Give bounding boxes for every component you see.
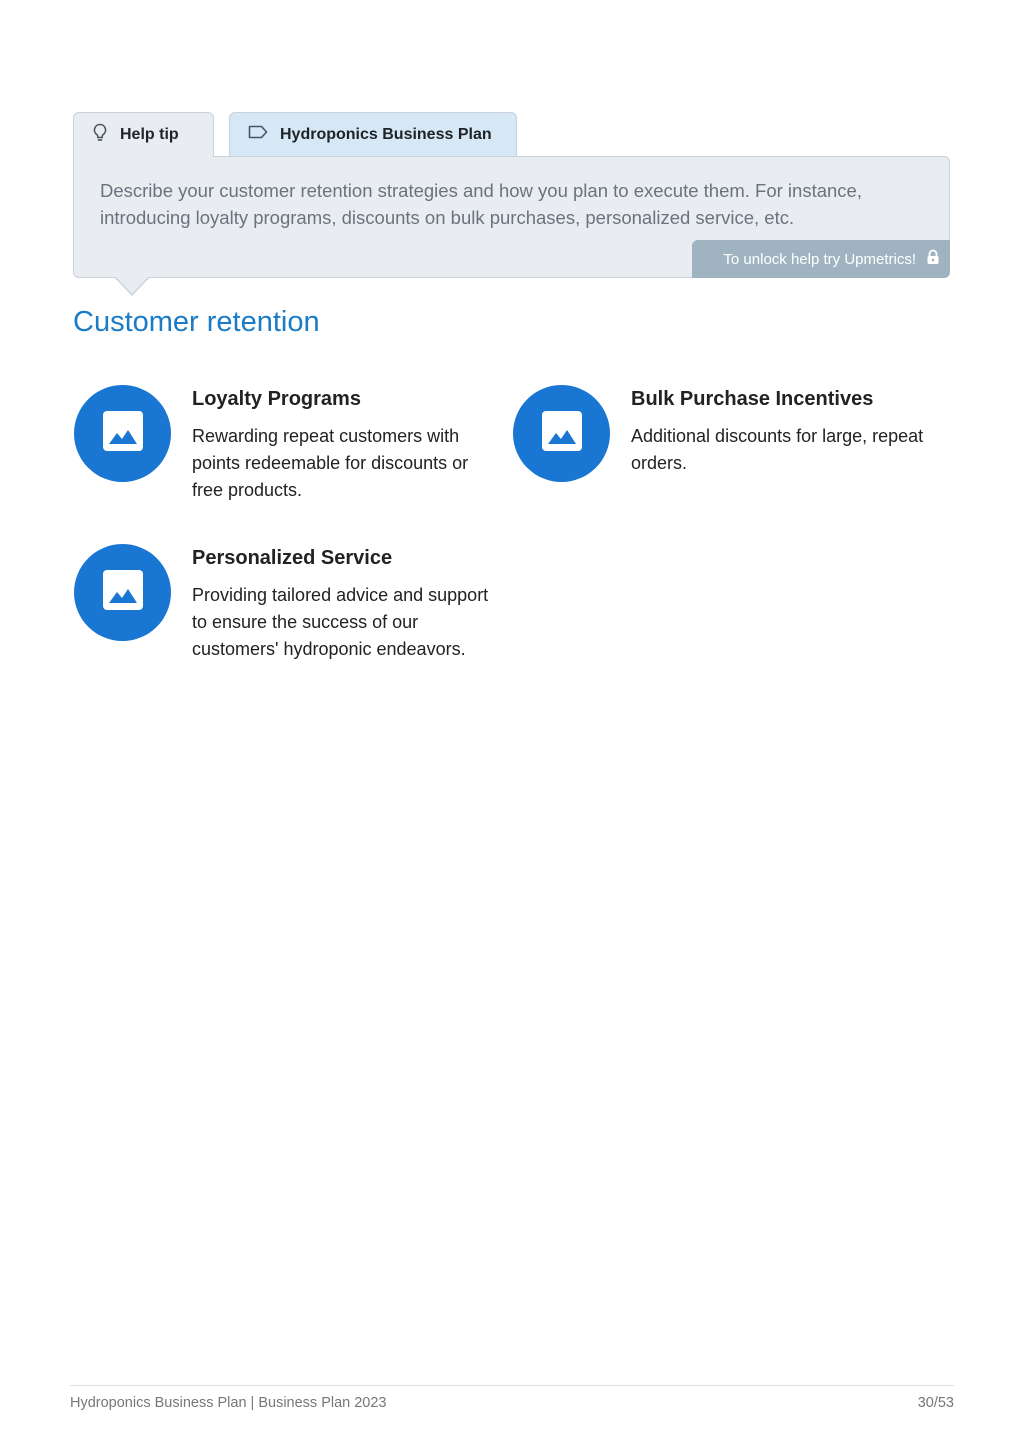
- lock-icon: [916, 249, 940, 269]
- unlock-help-button[interactable]: [692, 240, 950, 278]
- feature-title: Bulk Purchase Incentives: [631, 388, 874, 410]
- image-icon: [542, 411, 582, 456]
- feature-description: Additional discounts for large, repeat orders.: [631, 426, 924, 473]
- tab-business-plan-label: Hydroponics Business Plan: [280, 125, 492, 143]
- feature-description: Providing tailored advice and support to ensure the success of our customers' hydroponic endeavors.: [192, 585, 489, 659]
- section-title: Customer retention: [73, 306, 320, 338]
- unlock-help-label: To unlock help try Upmetrics!: [723, 250, 916, 268]
- feature-icon-circle: [74, 385, 171, 482]
- tab-help-tip[interactable]: [73, 112, 214, 157]
- help-tip-panel: [73, 156, 950, 278]
- help-tip-text: Describe your customer retention strategies and how you plan to execute them. For instance, introducing loyalty programs, discounts on bulk purchases, personalized service, etc.: [100, 180, 862, 228]
- footer-divider: [70, 1385, 954, 1386]
- tab-business-plan[interactable]: [229, 112, 517, 156]
- image-icon: [103, 570, 143, 615]
- feature-icon-circle: [513, 385, 610, 482]
- feature-description: Rewarding repeat customers with points redeemable for discounts or free products.: [192, 426, 469, 500]
- feature-icon-circle: [74, 544, 171, 641]
- feature-title: Loyalty Programs: [192, 388, 361, 410]
- image-icon: [103, 411, 143, 456]
- footer-document-title: Hydroponics Business Plan | Business Plan 2023: [70, 1395, 387, 1411]
- lightbulb-icon: [92, 123, 120, 148]
- tag-icon: [248, 125, 280, 144]
- feature-title: Personalized Service: [192, 547, 393, 569]
- help-tabs: [73, 112, 533, 157]
- tab-help-tip-label: Help tip: [120, 126, 179, 143]
- page-number: 30/53: [917, 1395, 954, 1411]
- help-tip-pointer-fill: [115, 276, 149, 294]
